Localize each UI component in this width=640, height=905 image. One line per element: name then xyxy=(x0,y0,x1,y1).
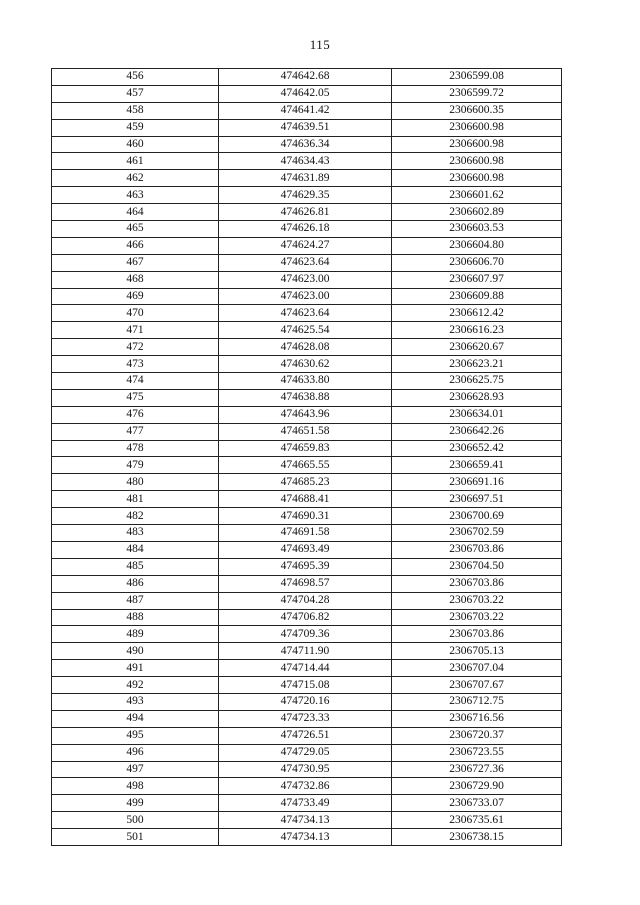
point-number-cell: 466 xyxy=(52,237,219,254)
x-coordinate-cell: 474693.49 xyxy=(219,541,392,558)
table-row xyxy=(52,710,562,727)
table-row xyxy=(52,271,562,288)
table-row xyxy=(52,812,562,829)
x-coordinate-cell: 474709.36 xyxy=(219,626,392,643)
x-coordinate-cell: 474729.05 xyxy=(219,744,392,761)
table-row xyxy=(52,744,562,761)
table-row xyxy=(52,136,562,153)
x-coordinate-cell: 474691.58 xyxy=(219,525,392,542)
table-row xyxy=(52,525,562,542)
x-coordinate-cell: 474726.51 xyxy=(219,727,392,744)
y-coordinate-cell: 2306712.75 xyxy=(392,693,562,710)
table-row xyxy=(52,237,562,254)
table-row xyxy=(52,423,562,440)
y-coordinate-cell: 2306642.26 xyxy=(392,423,562,440)
table-row xyxy=(52,575,562,592)
x-coordinate-cell: 474734.13 xyxy=(219,812,392,829)
y-coordinate-cell: 2306652.42 xyxy=(392,440,562,457)
y-coordinate-cell: 2306600.98 xyxy=(392,153,562,170)
table-row xyxy=(52,761,562,778)
x-coordinate-cell: 474685.23 xyxy=(219,474,392,491)
y-coordinate-cell: 2306703.86 xyxy=(392,575,562,592)
table-row xyxy=(52,389,562,406)
y-coordinate-cell: 2306623.21 xyxy=(392,356,562,373)
x-coordinate-cell: 474630.62 xyxy=(219,356,392,373)
point-number-cell: 500 xyxy=(52,812,219,829)
table-row xyxy=(52,254,562,271)
point-number-cell: 473 xyxy=(52,356,219,373)
y-coordinate-cell: 2306606.70 xyxy=(392,254,562,271)
point-number-cell: 479 xyxy=(52,457,219,474)
coordinate-table xyxy=(51,68,562,846)
x-coordinate-cell: 474642.05 xyxy=(219,85,392,102)
page-number: 115 xyxy=(309,37,331,52)
point-number-cell: 477 xyxy=(52,423,219,440)
y-coordinate-cell: 2306705.13 xyxy=(392,643,562,660)
y-coordinate-cell: 2306620.67 xyxy=(392,339,562,356)
point-number-cell: 488 xyxy=(52,609,219,626)
y-coordinate-cell: 2306697.51 xyxy=(392,491,562,508)
y-coordinate-cell: 2306691.16 xyxy=(392,474,562,491)
table-row xyxy=(52,660,562,677)
point-number-cell: 464 xyxy=(52,204,219,221)
x-coordinate-cell: 474734.13 xyxy=(219,829,392,846)
y-coordinate-cell: 2306600.98 xyxy=(392,170,562,187)
table-row xyxy=(52,508,562,525)
y-coordinate-cell: 2306602.89 xyxy=(392,204,562,221)
x-coordinate-cell: 474665.55 xyxy=(219,457,392,474)
point-number-cell: 480 xyxy=(52,474,219,491)
table-row xyxy=(52,356,562,373)
x-coordinate-cell: 474631.89 xyxy=(219,170,392,187)
y-coordinate-cell: 2306703.86 xyxy=(392,541,562,558)
point-number-cell: 470 xyxy=(52,305,219,322)
y-coordinate-cell: 2306735.61 xyxy=(392,812,562,829)
y-coordinate-cell: 2306707.67 xyxy=(392,677,562,694)
point-number-cell: 501 xyxy=(52,829,219,846)
x-coordinate-cell: 474623.64 xyxy=(219,254,392,271)
table-row xyxy=(52,339,562,356)
coordinate-table-body xyxy=(52,69,562,846)
point-number-cell: 491 xyxy=(52,660,219,677)
x-coordinate-cell: 474706.82 xyxy=(219,609,392,626)
y-coordinate-cell: 2306727.36 xyxy=(392,761,562,778)
y-coordinate-cell: 2306634.01 xyxy=(392,406,562,423)
point-number-cell: 490 xyxy=(52,643,219,660)
x-coordinate-cell: 474695.39 xyxy=(219,558,392,575)
point-number-cell: 481 xyxy=(52,491,219,508)
y-coordinate-cell: 2306738.15 xyxy=(392,829,562,846)
point-number-cell: 465 xyxy=(52,221,219,238)
point-number-cell: 495 xyxy=(52,727,219,744)
x-coordinate-cell: 474643.96 xyxy=(219,406,392,423)
table-row xyxy=(52,288,562,305)
table-row xyxy=(52,541,562,558)
x-coordinate-cell: 474704.28 xyxy=(219,592,392,609)
x-coordinate-cell: 474690.31 xyxy=(219,508,392,525)
x-coordinate-cell: 474659.83 xyxy=(219,440,392,457)
point-number-cell: 476 xyxy=(52,406,219,423)
table-row xyxy=(52,592,562,609)
point-number-cell: 496 xyxy=(52,744,219,761)
x-coordinate-cell: 474638.88 xyxy=(219,389,392,406)
point-number-cell: 456 xyxy=(52,69,219,86)
y-coordinate-cell: 2306600.98 xyxy=(392,119,562,136)
point-number-cell: 461 xyxy=(52,153,219,170)
y-coordinate-cell: 2306607.97 xyxy=(392,271,562,288)
y-coordinate-cell: 2306599.72 xyxy=(392,85,562,102)
x-coordinate-cell: 474623.00 xyxy=(219,271,392,288)
y-coordinate-cell: 2306733.07 xyxy=(392,795,562,812)
y-coordinate-cell: 2306723.55 xyxy=(392,744,562,761)
table-row xyxy=(52,221,562,238)
x-coordinate-cell: 474642.68 xyxy=(219,69,392,86)
table-row xyxy=(52,626,562,643)
point-number-cell: 472 xyxy=(52,339,219,356)
table-row xyxy=(52,474,562,491)
table-row xyxy=(52,204,562,221)
table-row xyxy=(52,457,562,474)
point-number-cell: 478 xyxy=(52,440,219,457)
y-coordinate-cell: 2306700.69 xyxy=(392,508,562,525)
x-coordinate-cell: 474639.51 xyxy=(219,119,392,136)
table-row xyxy=(52,727,562,744)
table-row xyxy=(52,187,562,204)
table-row xyxy=(52,119,562,136)
point-number-cell: 493 xyxy=(52,693,219,710)
point-number-cell: 463 xyxy=(52,187,219,204)
point-number-cell: 497 xyxy=(52,761,219,778)
point-number-cell: 483 xyxy=(52,525,219,542)
point-number-cell: 467 xyxy=(52,254,219,271)
table-row xyxy=(52,170,562,187)
point-number-cell: 487 xyxy=(52,592,219,609)
y-coordinate-cell: 2306603.53 xyxy=(392,221,562,238)
x-coordinate-cell: 474625.54 xyxy=(219,322,392,339)
table-row xyxy=(52,85,562,102)
point-number-cell: 471 xyxy=(52,322,219,339)
point-number-cell: 468 xyxy=(52,271,219,288)
y-coordinate-cell: 2306704.50 xyxy=(392,558,562,575)
point-number-cell: 459 xyxy=(52,119,219,136)
table-row xyxy=(52,322,562,339)
table-row xyxy=(52,440,562,457)
y-coordinate-cell: 2306604.80 xyxy=(392,237,562,254)
x-coordinate-cell: 474634.43 xyxy=(219,153,392,170)
y-coordinate-cell: 2306703.22 xyxy=(392,609,562,626)
point-number-cell: 462 xyxy=(52,170,219,187)
y-coordinate-cell: 2306625.75 xyxy=(392,373,562,390)
x-coordinate-cell: 474636.34 xyxy=(219,136,392,153)
point-number-cell: 484 xyxy=(52,541,219,558)
y-coordinate-cell: 2306716.56 xyxy=(392,710,562,727)
table-row xyxy=(52,778,562,795)
x-coordinate-cell: 474714.44 xyxy=(219,660,392,677)
x-coordinate-cell: 474626.18 xyxy=(219,221,392,238)
x-coordinate-cell: 474715.08 xyxy=(219,677,392,694)
y-coordinate-cell: 2306707.04 xyxy=(392,660,562,677)
x-coordinate-cell: 474623.00 xyxy=(219,288,392,305)
x-coordinate-cell: 474732.86 xyxy=(219,778,392,795)
point-number-cell: 460 xyxy=(52,136,219,153)
y-coordinate-cell: 2306600.98 xyxy=(392,136,562,153)
y-coordinate-cell: 2306601.62 xyxy=(392,187,562,204)
point-number-cell: 486 xyxy=(52,575,219,592)
table-row xyxy=(52,373,562,390)
x-coordinate-cell: 474720.16 xyxy=(219,693,392,710)
y-coordinate-cell: 2306720.37 xyxy=(392,727,562,744)
x-coordinate-cell: 474626.81 xyxy=(219,204,392,221)
x-coordinate-cell: 474698.57 xyxy=(219,575,392,592)
table-row xyxy=(52,491,562,508)
table-row xyxy=(52,693,562,710)
x-coordinate-cell: 474711.90 xyxy=(219,643,392,660)
y-coordinate-cell: 2306703.22 xyxy=(392,592,562,609)
x-coordinate-cell: 474623.64 xyxy=(219,305,392,322)
y-coordinate-cell: 2306609.88 xyxy=(392,288,562,305)
table-row xyxy=(52,795,562,812)
point-number-cell: 499 xyxy=(52,795,219,812)
point-number-cell: 457 xyxy=(52,85,219,102)
y-coordinate-cell: 2306612.42 xyxy=(392,305,562,322)
table-row xyxy=(52,153,562,170)
y-coordinate-cell: 2306628.93 xyxy=(392,389,562,406)
table-row xyxy=(52,829,562,846)
x-coordinate-cell: 474624.27 xyxy=(219,237,392,254)
point-number-cell: 485 xyxy=(52,558,219,575)
table-row xyxy=(52,305,562,322)
point-number-cell: 489 xyxy=(52,626,219,643)
x-coordinate-cell: 474633.80 xyxy=(219,373,392,390)
y-coordinate-cell: 2306599.08 xyxy=(392,69,562,86)
x-coordinate-cell: 474651.58 xyxy=(219,423,392,440)
x-coordinate-cell: 474628.08 xyxy=(219,339,392,356)
x-coordinate-cell: 474733.49 xyxy=(219,795,392,812)
point-number-cell: 475 xyxy=(52,389,219,406)
x-coordinate-cell: 474629.35 xyxy=(219,187,392,204)
y-coordinate-cell: 2306729.90 xyxy=(392,778,562,795)
table-row xyxy=(52,643,562,660)
y-coordinate-cell: 2306600.35 xyxy=(392,102,562,119)
point-number-cell: 482 xyxy=(52,508,219,525)
y-coordinate-cell: 2306703.86 xyxy=(392,626,562,643)
y-coordinate-cell: 2306616.23 xyxy=(392,322,562,339)
x-coordinate-cell: 474723.33 xyxy=(219,710,392,727)
table-row xyxy=(52,558,562,575)
table-row xyxy=(52,609,562,626)
point-number-cell: 494 xyxy=(52,710,219,727)
point-number-cell: 458 xyxy=(52,102,219,119)
point-number-cell: 474 xyxy=(52,373,219,390)
table-row xyxy=(52,102,562,119)
point-number-cell: 498 xyxy=(52,778,219,795)
x-coordinate-cell: 474688.41 xyxy=(219,491,392,508)
x-coordinate-cell: 474730.95 xyxy=(219,761,392,778)
y-coordinate-cell: 2306702.59 xyxy=(392,525,562,542)
x-coordinate-cell: 474641.42 xyxy=(219,102,392,119)
table-row xyxy=(52,406,562,423)
point-number-cell: 492 xyxy=(52,677,219,694)
point-number-cell: 469 xyxy=(52,288,219,305)
y-coordinate-cell: 2306659.41 xyxy=(392,457,562,474)
table-row xyxy=(52,69,562,86)
table-row xyxy=(52,677,562,694)
